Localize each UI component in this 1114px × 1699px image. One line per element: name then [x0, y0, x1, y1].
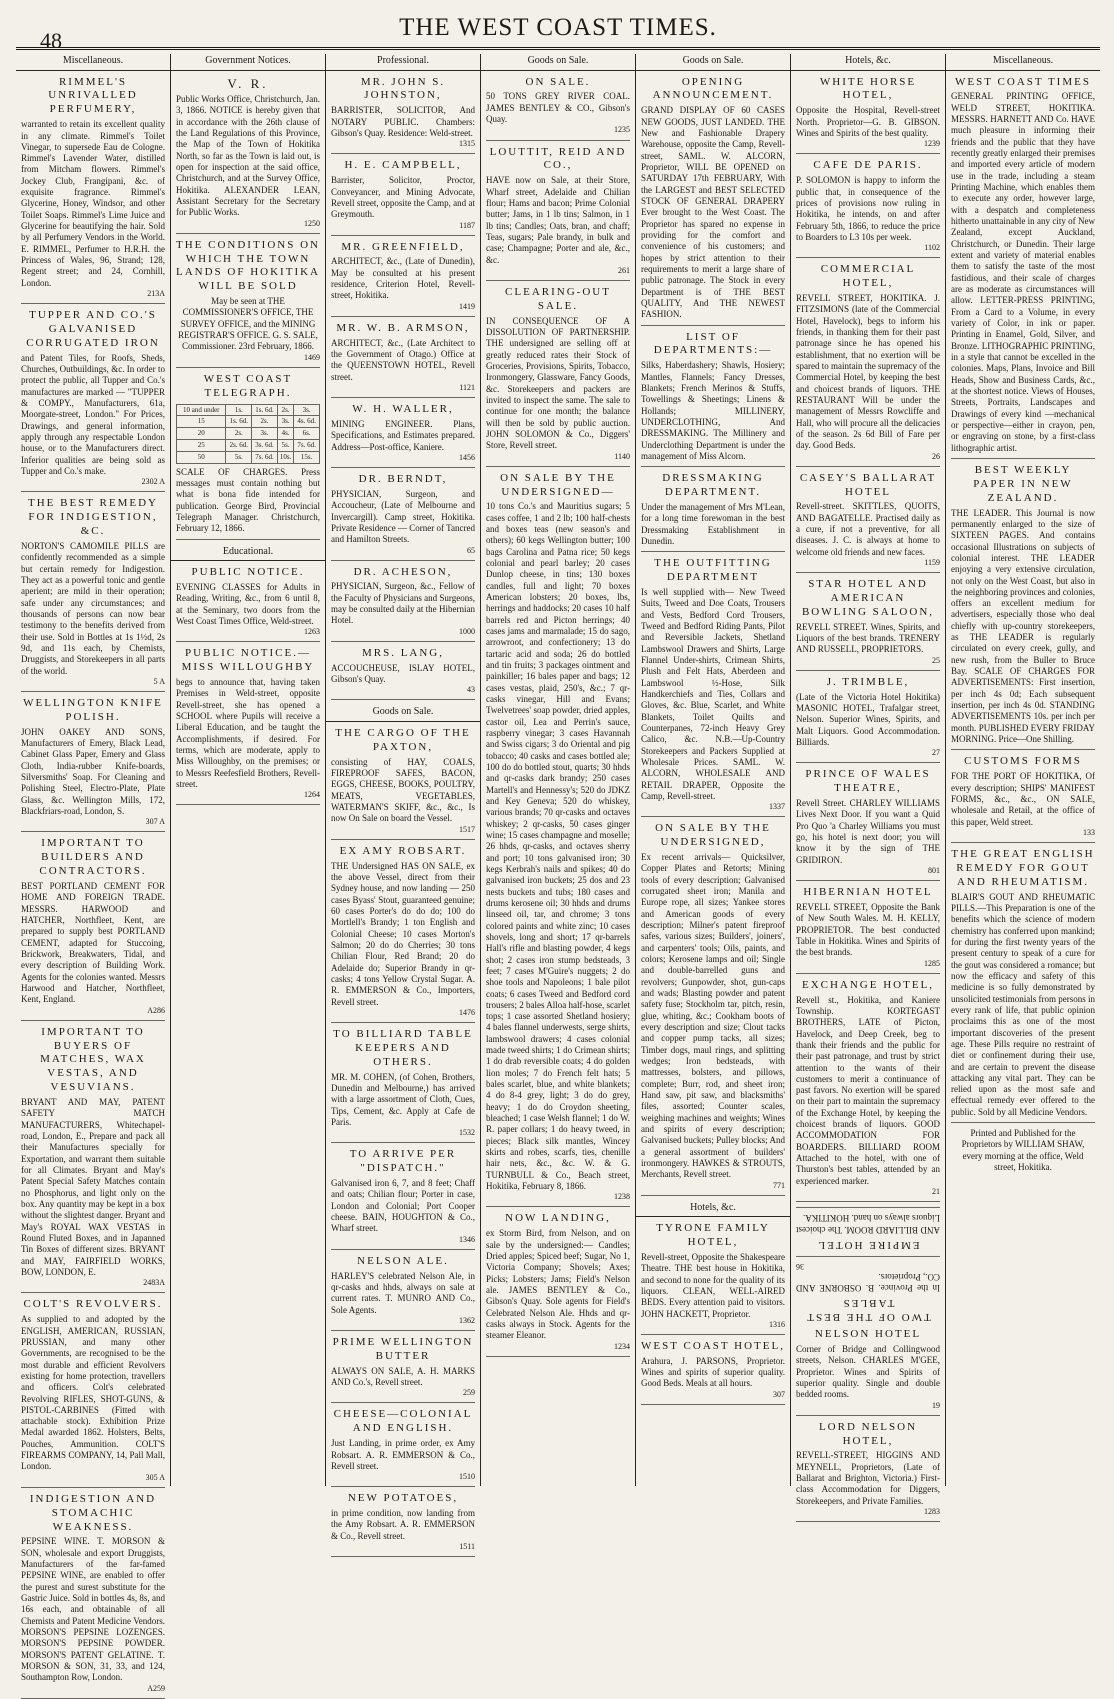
advert	[796, 578, 940, 671]
advert-ref: 307	[773, 1389, 785, 1399]
advert-heading: COLT'S REVOLVERS.	[23, 1298, 163, 1311]
advert-body: P. SOLOMON is happy to inform the public that, in consequence of the prices of provisions now ruling in Hokitika, he intends, on and after February 5th, 1866, to reduce the price to Boarders to L3 10s per week.	[796, 175, 940, 242]
advert-body: Revell-street, Opposite the Shakespeare Theatre. THE best house in Hokitika, and second to none for the quality of its liquors. CLEAN, WELL-AIRED BEDS. Every attention paid to visitors. JOHN HACKETT, Proprietor.	[641, 1251, 785, 1319]
advert-body: Revell st., Hokitika, and Kaniere Township. KORTEGAST BROTHERS, LATE of Picton, Havelock, and Deep Creek, beg to thank their friends and the public for their past patronage, and trust by strict attention to the wants of their customers to merit a continuance of past favors. No exertion will be spared on their part to maintain the supremacy of the Exchange Hotel, by keeping the choicest brands of liquors. GOOD ACCOMMODATION FOR BOARDERS. BILLIARD ROOM Attached to the hotel, with one of Thurston's best tables, attended by an experienced marker.	[796, 994, 940, 1186]
advert-heading: RIMMEL'S UNRIVALLED PERFUMERY,	[48, 75, 138, 116]
advert-body: REVELL-STREET, HIGGINS AND MEYNELL, Proprietors, (Late of Ballarat and Brighton, Victoria.) First-class Accommodation for Diggers, Storekeepers, and Private Families.	[796, 1450, 940, 1506]
advert-ref: 1187	[459, 220, 475, 230]
advert-heading: OPENING ANNOUNCEMENT.	[652, 75, 774, 102]
table-row	[177, 439, 320, 451]
advert-body: ALWAYS ON SALE, A. H. MARKS AND Co.'s, Revell street.	[331, 1365, 475, 1388]
advert-body: consisting of HAY, COALS, FIREPROOF SAFES, BACON, EGGS, CHEESE, BOOKS, POULTRY, MEATS, VEGETABLES, WATERMAN'S SKIFF, &c., &c., Is now On Sale on board the Vessel.	[331, 756, 475, 824]
advert-heading: PUBLIC NOTICE.—MISS WILLOUGHBY	[181, 647, 315, 674]
advert	[331, 1148, 475, 1249]
advert-heading: THE BEST REMEDY FOR INDIGESTION, &C.	[27, 497, 159, 538]
table-cell: 3s.	[252, 428, 278, 440]
table-cell: 4s. 6d.	[294, 416, 320, 428]
advert	[331, 1028, 475, 1143]
advert-heading: WEST COAST TIMES	[955, 75, 1091, 88]
advert-ref: 1264	[304, 790, 320, 800]
advert-body: warranted to retain its excellent quality in any climate. Rimmel's Toilet Vinegar, to supersede Eau de Cologne. Rimmel's Lavender Water, distilled from Mitcham flowers. Rimmel's Jockey Club, Frangipani, &c. of exquisite fragrance. Rimmel's Glycerine, Honey, Windsor, and other Toilet Soaps. Rimmel's Lime Juice and Glycerine for beautifying the hair. Sold by all Perfumery Vendors in the World. E. RIMMEL, Perfumer to H.R.H. the Princess of Wales, 96, Strand; 128, Regent street; and 24, Cornhill, London.	[21, 119, 165, 288]
advert-ref: 1121	[459, 383, 475, 393]
advert-heading: TWO OF THE BEST TABLES	[805, 1297, 931, 1324]
advert-ref: 1102	[924, 243, 940, 253]
advert-body: As supplied to and adopted by the ENGLISH, AMERICAN, RUSSIAN, PRUSSIAN, and many other Governments, are recognised to be the most durable and efficient Revolvers existing for home protection, travellers and officers. Colt's celebrated Revolving RIFLES, SHOT-GUNS, & PISTOL-CARBINES (Fitted with attachable stock). Exhibition Prize Medal awarded 1862. Holsters, Belts, Pouches, Ammunition. COLT'S FIREARMS COMPANY, 14, Pall Mall, London.	[21, 1314, 165, 1472]
advert-ref: 259	[463, 1388, 475, 1398]
advert	[641, 76, 785, 326]
advert-heading: WEST COAST HOTEL,	[641, 1339, 785, 1352]
advert-ref: 305 A	[145, 1472, 165, 1482]
table-cell: 10s.	[277, 451, 293, 463]
advert-body: BLAIR'S GOUT AND RHEUMATIC PILLS.—This Preparation is one of the benefits which the science of modern chemistry has conferred upon mankind; for during the first twenty years of the present century to speak of a cure for the gout was considered a romance; but now the efficacy and safety of this medicine is so fully demonstrated by unsolicited testimonials from persons in every rank of life, that public opinion proclaims this as one of the most important discoveries of the present age. These Pills require no restraint of diet or confinement during their use, and are certain to prevent the disease attacking any vital part. They can be relied upon as the most safe and effectual remedy ever offered to the public. Sold by all Medicine Vendors.	[951, 891, 1095, 1117]
table-cell: 1s.	[226, 404, 252, 416]
table-cell: 2s.	[226, 428, 252, 440]
advert-heading: NELSON ALE.	[357, 1254, 449, 1267]
advert-heading: TO ARRIVE PER "DISPATCH."	[349, 1148, 457, 1175]
advert	[486, 76, 630, 141]
advert	[331, 1492, 475, 1557]
advert	[796, 676, 940, 764]
advert-heading: MR. JOHN S. JOHNSTON,	[360, 75, 446, 102]
advert	[641, 1222, 785, 1335]
advert-heading: MR. GREENFIELD,	[341, 240, 465, 253]
advert-heading: WEST COAST TELEGRAPH.	[203, 372, 293, 399]
table-cell: 15s.	[294, 451, 320, 463]
advert-body: BEST PORTLAND CEMENT FOR HOME AND FOREIGN TRADE. MESSRS. HARWOOD and HATCHER, Northfleet, Kent, are prepared to supply best PORTLAND CEMENT, adapted for Stuccoing, Brickwork, Breakwaters, Tidal, and every description of Building Work. Agents for the colonies wanted. Messrs Harwood and Hatcher, Northfleet, Kent, England.	[21, 881, 165, 1005]
advert-ref: A286	[147, 1005, 165, 1015]
advert-body: Revell-street. SKITTLES, QUOITS, AND BAGATELLE. Practised daily as a cure, if not a preventive, for all diseases. J. C. is always at home to welcome old friends and new faces.	[796, 501, 940, 557]
table-cell: 5s.	[226, 451, 252, 463]
table-cell: 5s.	[277, 439, 293, 451]
column-3	[326, 54, 481, 1552]
advert-ref: 1159	[924, 558, 940, 568]
advert-body: GRAND DISPLAY OF 60 CASES NEW GOODS, JUST LANDED. THE New and Fashionable Drapery Warehouse, opposite the Camp, Revell-street, SAML. W. ALCORN, Proprietor, WILL BE OPENED on SATURDAY 17th FEBRUARY, With the LARGEST and BEST SELECTED STOCK OF GENERAL DRAPERY Ever brought to the West Coast. The Proprietor has spared no expense in providing for the comfort and convenience of his customers; and hopes by strict attention to their requirements to merit a large share of public patronage. The Stock in every Department is of THE BEST QUALITY, And THE NEWEST FASHION.	[641, 105, 785, 320]
advert-body: NORTON'S CAMOMILE PILLS are confidently recommended as a simple but certain remedy for Indigestion. They act as a powerful tonic and gentle aperient; are mild in their operation; safe under any circumstances; and thousands of persons can now bear testimony to the benefits derived from their use. Sold in Bottles at 1s 1½d, 2s 9d, and 11s each, by Chemists, Druggists, and Storekeepers in all parts of the world.	[21, 541, 165, 676]
advert	[796, 263, 940, 466]
advert-body: PEPSINE WINE. T. MORSON & SON, wholesale and export Druggists, Manufacturers of the far-famed PEPSINE WINE, are enabled to offer the purest and surest substitute for the Gastric Juice. Sold in bottles 4s, 8s, and 16s each, and obtainable of all Chemists and Patent Medicine Vendors. MORSON'S PEPSINE LOZENGES. MORSON'S PEPSINE POWDER. MORSON'S PATENT GELATINE. T. MORSON & SON, 31, 33, and 124, Southampton Row, London.	[21, 1536, 165, 1683]
advert-body: REVELL STREET. Wines, Spirits, and Liquors of the best brands. TRENERY AND RUSSELL, PROPRIETORS.	[796, 621, 940, 655]
advert-body: SCALE OF CHARGES. Press messages must contain nothing but what is bona fide intended for publication. George Bird, Provincial Telegraph Manager. Christchurch, February 12, 1866.	[176, 466, 320, 534]
advert	[21, 1298, 165, 1488]
advert-ref: 36	[796, 1261, 804, 1271]
advert	[331, 403, 475, 468]
advert-ref: 5 A	[153, 676, 165, 686]
column-heading: Miscellaneous.	[946, 54, 1100, 71]
column-6	[791, 54, 946, 1517]
advert-body: and Patent Tiles, for Roofs, Sheds, Churches, Outbuildings, &c. In order to protect the public, all Tupper and Co.'s manufactures are marked — "TUPPER & COMPY., Manufacturers, 61a, Moorgate-street, London." For Prices, Drawings, and general information, apply through any respectable London house, or to the Manufacturers direct. Inferior qualities are being sold as Tupper and Co.'s make.	[21, 352, 165, 477]
advert-heading: BEST WEEKLY PAPER IN NEW ZEALAND.	[973, 463, 1073, 504]
advert-heading: MRS. LANG,	[361, 646, 445, 659]
table-row	[177, 428, 320, 440]
advert-ref: 1239	[924, 139, 940, 149]
table-cell: 6s.	[294, 428, 320, 440]
section-heading: Educational.	[171, 545, 325, 562]
advert	[641, 822, 785, 1195]
advert-body: GENERAL PRINTING OFFICE, WELD STREET, HOKITIKA. MESSRS. HARNETT AND Co. HAVE much pleasure in informing their friends and the public that they have recently greatly enlarged their premises and imported every article of modern use in the trade, including a steam Printing Machine, which enables them to execute any order, however large, with a despatch and completeness hitherto unattainable in any city of New Zealand, except Auckland, Christchurch, or Dunedin. Their large extent and variety of material enables them to satisfy the taste of the most fastidious, and their scale of charges are as moderate as circumstances will allow. LETTER-PRESS PRINTING, From a Card to a Volume, in every variety of Color, in ink or paper. Printing in Enamel, Gold, Silver, and Bronze. LITHOGRAPHIC PRINTING, in a style that cannot be excelled in the colonies. Maps, Plans, Invoice and Bill Heads, Show and Business Cards, &c., at the shortest notice. Views of Houses, Streets, Portraits, Landscapes and Drawings of every kind —mechanical or perspective—either in crayon, pen, or engraving on stone, by a first-class lithographic artist.	[951, 91, 1095, 453]
columns	[16, 54, 1100, 1693]
advert-heading: CUSTOMS FORMS	[964, 755, 1082, 768]
advert-body: (Late of the Victoria Hotel Hokitika) MASONIC HOTEL, Trafalgar street, Nelson. Superior Wines, Spirits, and Malt Liquors. Good Accommodation. Billiards.	[796, 691, 940, 747]
advert-ref: 1235	[614, 125, 630, 135]
advert	[21, 837, 165, 1020]
advert-ref: 1419	[459, 301, 475, 311]
advert-ref: 1283	[924, 1507, 940, 1517]
advert-heading: NELSON HOTEL	[814, 1328, 922, 1341]
section-heading: Goods on Sale.	[326, 705, 480, 722]
advert-heading: J. TRIMBLE,	[826, 675, 910, 688]
advert	[21, 309, 165, 492]
advert-ref: A259	[147, 1683, 165, 1693]
advert	[331, 647, 475, 701]
advert	[331, 322, 475, 398]
advert	[951, 848, 1095, 1123]
advert-body: Public Works Office, Christchurch, Jan. 3, 1866. NOTICE is hereby given that in accordance with the 26th clause of the Land Regulations of this Province, the Map of the Town of Hokitika North, so far as the Town is laid out, is open for inspection at the said office, Christchurch, and at the Survey Office, Hokitika. ALEXANDER LEAN, Assistant Secretary for the Secretary for Public Works.	[176, 93, 320, 218]
column-5	[636, 54, 791, 1486]
advert	[21, 497, 165, 692]
advert-ref: 1263	[304, 627, 320, 637]
advert-heading: LORD NELSON HOTEL,	[818, 1420, 918, 1447]
advert-body: 10 tons Co.'s and Mauritius sugars; 5 cases coffee, 1 and 2 lb; 100 half-chests and boxes teas (new season's and others); 60 kegs Wellington butter; 100 bags Carolina and Patna rice; 50 kegs colonial and pearl barley; 20 cases Dunlop cheese, in tins; 130 boxes candles, full and light; 70 boxes American lobsters; 20 boxes, lbs, herrings and haddocks; 20 cases 10 half barrels red and Picton herrings; 40 cases jams and marmalade; 15 do sago, arrowroot, and confectionery; 13 do tartaric acid and soda; 26 do bottled and tin fruits; 3 packages ointment and painkiller; 16 bales paper and bags; 12 cases vestas, plaid, 250's, &c.; 7 qr-casks vinegar, Hill and Evans; Twelvetrees' soap powder, dried apples, castor oil, Lea and Perrin's sauce, raspberry vinegar; 3 cases Havannah and Swiss cigars; 3 do Oriental and pig tobacco; 40 casks and cases bottled ale; 100 do do bottled stout, quarts; 30 hhds and qr-casks dark brandy; 250 cases Martell's and Hennessy's; 520 do JDKZ and Key Geneva; 520 do whiskey, various brands; 70 qr-casks and octaves whiskey; 2 qr-casks, 50 cases ginger wine; 15 cases champagne and moselle; 26 hhds, qr-casks, and octaves sherry and port; 10 tons galvanised iron; 30 kegs Kerbrah's nails and spikes; 40 do galvanised iron buckets; 25 dos and 23 nests buckets and tubs; 180 cases and drums kerosene oil; 30 hhds and drums linseed oil, tar, and chrome; 3 tons colored paints and white zinc; 10 cases shovels, long and short; 17 qr-barrels Hall's rifle and blasting powder, 4 kegs shot; 2 cases iron stump bedsteads, 3 feet; 7 cases M'Guire's nuggets; 2 do shoe tools and Napoleons; 1 bale pilot coats; 6 cases Tweed and Bedford cord trousers; 2 bales Alloa half-hose, scarlet tops; 1 case assorted Shetland hosiery; 4 bales flannel underwests, serge shirts, lambswool drawers; 4 cases colonial made tweed shirts; 1 do Crimean shirts; 1 do drab reversible coats; 4 do golden lion moles; 7 do French felt hats; 5 bales scarlet, blue, and white blankets; 4 do 8-4 grey, light; 3 do do grey, heavy; 1 do do Croydon sheeting, bleached; 1 case Welsh flannel; 1 do W. R. paper collars; 1 do heavy tweed, in pieces; Black silk mantles, Wincey skirts and robes, scarfs, ties, chenille hair nets, &c., &c. W. & G. TURNBULL & Co., Beach street, Hokitika, February 8, 1866.	[486, 501, 630, 1192]
advert	[796, 1256, 940, 1323]
column-heading: Government Notices.	[171, 54, 325, 71]
advert	[641, 331, 785, 468]
advert-body: Revell Street. CHARLEY WILLIAMS Lives Next Door. If you want a Quid Pro Quo 'a Charley Williams you must go, his hotel is next door; you will know it by the sign of THE GRIDIRON.	[796, 798, 940, 865]
section-heading: Hotels, &c.	[636, 1201, 790, 1218]
advert	[641, 1340, 785, 1405]
advert	[331, 241, 475, 317]
advert	[21, 1493, 165, 1699]
table-cell: 10 and under	[177, 404, 226, 416]
advert-body: MINING ENGINEER. Plans, Specifications, and Estimates prepared. Address—Post-office, Kaniere.	[331, 418, 475, 452]
advert-ref: 133	[1083, 827, 1095, 837]
table-cell: 2s.	[277, 404, 293, 416]
advert-body: REVELL STREET, Opposite the Bank of New South Wales. M. H. KELLY, PROPRIETOR. The best conducted Table in Hokitika. Wines and Spirits of the best brands.	[796, 901, 940, 958]
advert-ref: 1316	[769, 1319, 785, 1329]
advert	[796, 472, 940, 573]
advert-heading: TYRONE FAMILY HOTEL,	[656, 1222, 770, 1249]
advert-ref: 1234	[614, 1341, 630, 1351]
advert	[486, 286, 630, 467]
imprint: Printed and Published for the Proprietors by WILLIAM SHAW, every morning at the office, Weld street, Hokitika.	[961, 1128, 1085, 1173]
advert	[331, 845, 475, 1023]
advert-ref: 1285	[924, 958, 940, 968]
advert-ref: 1250	[304, 218, 320, 228]
advert	[21, 76, 165, 305]
advert-body: FOR THE PORT OF HOKITIKA, Of every description; SHIPS' MANIFEST FORMS, &c., &c., ON SALE, wholesale and Retail, at the office of this paper, Weld street.	[951, 771, 1095, 827]
advert-body: PHYSICIAN, Surgeon, and Accoucheur, (Late of Melbourne and Invercargill). Camp street, Hokitika. Private Residence — Corner of Tancred and Hamilton Streets.	[331, 488, 475, 545]
advert-body: BRYANT AND MAY, PATENT SAFETY MATCH MANUFACTURERS, Whitechapel-road, London, E., Prepare and pack all their Manufactures specially for Exportation, and warrant them suitable for all Climates. Bryant and May's Patent Special Safety Matches contain no Phosphorus, and light only on the box. Any quantity may be kept in a box without the slightest danger. Bryant and May's ROYAL WAX VESTAS in Round Fluted Boxes, and in Japanned Tin Boxes of different sizes. BRYANT and MAY, FAIRFIELD WORKS, BOW, LONDON, E.	[21, 1097, 165, 1277]
advert-heading: ON SALE BY THE UNDERSIGNED,	[655, 822, 771, 849]
advert-ref: 1362	[459, 1315, 475, 1325]
advert-heading: PRINCE OF WALES THEATRE,	[805, 768, 931, 795]
table-cell: 15	[177, 416, 226, 428]
advert	[331, 159, 475, 235]
table-cell: 3s.	[294, 404, 320, 416]
advert-body: ARCHITECT, &c., (Late of Dunedin), May be consulted at his present residence, Criterion Hotel, Revell-street, Hokitika.	[331, 256, 475, 301]
advert-ref: 1238	[614, 1192, 630, 1202]
advert	[796, 886, 940, 974]
table-cell: 3s.	[277, 416, 293, 428]
advert-ref: 261	[618, 265, 630, 275]
advert-body: PHYSICIAN, Surgeon, &c., Fellow of the Faculty of Physicians and Surgeons, may be consulted daily at the Hibernian Hotel.	[331, 581, 475, 626]
advert-ref: 1315	[459, 139, 475, 149]
advert-body: in prime condition, now landing from the Amy Robsart. A. R. EMMERSON & Co., Revell street.	[331, 1508, 475, 1541]
advert-ref: 65	[467, 545, 475, 555]
advert-body: THE LEADER. This Journal is now permanently enlarged to the size of SIXTEEN PAGES. And contains occasional Illustrations on subjects of colonial interest. THE LEADER enjoying a very extensive circulation, not only on the West Coast, but also in the neighboring provinces and colonies, offers an excellent medium for advertisers, especially those who deal chiefly with up-country storekeepers, as THE LEADER is regularly circulated on every creek, gully, and new rush, from the Buller to Bruce Bay. SCALE OF CHARGES FOR ADVERTISEMENTS: First insertion, per inch 4s 0d; Each subsequent insertion, per inch 4s 0d. STANDING ADVERTISEMENTS 10s. per inch per month. PUBLISHED EVERY FRIDAY MORNING. Price—One Shilling.	[951, 507, 1095, 745]
table-cell: 4s.	[277, 428, 293, 440]
advert-heading: IMPORTANT TO BUILDERS AND CONTRACTORS.	[39, 837, 147, 878]
advert-body: HARLEY'S celebrated Nelson Ale, in qr-casks and hhds, always on sale at current rates. T. MUNRO AND Co., Sole Agents.	[331, 1270, 475, 1315]
advert-body: REVELL STREET, HOKITIKA. J. FITZSIMONS (late of the Commercial Hotel, Havelock), begs to inform his friends, in thanking them for their past patronage since he has opened his establishment, that no exertion will be spared to maintain the supremacy of the Commercial Hotel, by keeping the best and choicest brands of liquors. THE RESTAURANT Will be under the management of Messrs Rowcliffe and Hall, who will procure all the delicacies of the season. 2s 6d Bill of Fare per day. Good Beds.	[796, 293, 940, 451]
column-heading: Goods on Sale.	[636, 54, 790, 71]
advert	[176, 76, 320, 234]
advert-ref: 21	[932, 1187, 940, 1197]
advert-heading: CAFE DE PARIS.	[813, 159, 923, 172]
advert-ref: 801	[928, 866, 940, 876]
advert-heading: IMPORTANT TO BUYERS OF MATCHES, WAX VESTAS, AND VESUVIANS.	[40, 1025, 146, 1094]
page-number: 48	[40, 28, 62, 53]
advert-ref: 771	[773, 1180, 785, 1190]
advert-ref: 307 A	[145, 817, 165, 827]
advert-body: IN CONSEQUENCE OF A DISSOLUTION OF PARTNERSHIP. THE undersigned are selling off at greatly reduced rates their Stock of Groceries, Provisions, Spirits, Tobacco, Ironmongery, Glassware, Fancy Goods, &c. Storekeepers and packers are invited to inspect the same. The sale to continue for one month; the balance will then be sold by public auction. JOHN SOLOMON & Co., Diggers' Store, Revell street.	[486, 315, 630, 451]
table-cell: 1s. 6d.	[226, 416, 252, 428]
advert	[176, 647, 320, 805]
advert-body: EVENING CLASSES for Adults in Reading, Writing, &c., from 6 until 8, at the Seminary, two doors from the West Coast Times Office, Weld-street.	[176, 582, 320, 626]
advert-heading: DR. ACHESON,	[353, 565, 453, 578]
advert-heading: CHEESE—COLONIAL AND ENGLISH.	[333, 1408, 473, 1435]
advert-heading: INDIGESTION AND STOMACHIC WEAKNESS.	[29, 1492, 157, 1533]
advert-heading: TUPPER AND CO.'S GALVANISED CORRUGATED IRON	[26, 309, 160, 349]
advert-body: Ex recent arrivals— Quicksilver, Copper Plates and Retorts; Mining tools of every description; Galvanised corrugated sheet iron; Manila and Europe rope, all sizes; Yankee stores and American goods of every description; Milner's patent fireproof safes, various sizes; Builders', joiners', and carpenters' tools; Oils, paints, and colors; Kerosene lamps and oil; Single and double-barrelled guns and revolvers; Gunpowder, shot, gun-caps and wads; Blasting powder and patent safety fuse; Stockholm tar, pitch, resin, glue, whiting, &c.; Cookham boots of every description and size; Clout tacks and copper pump tacks, all sizes; Timber dogs, maul rings, and splitting wedges; Iron bedsteads, with mattresses, bolsters, and pillows, complete; Burr, rod, and sheet iron; Hand saw, pit saw, and blacksmiths' files, assorted; Counter scales, weighing machines and weights; Wines and spirits of every description; Galvanised buckets; Pulley blocks; And a general assortment of builders' ironmongery. HAWKES & STROUTS, Merchants, Revell street.	[641, 852, 785, 1180]
advert-heading: DR. BERNDT,	[358, 473, 448, 486]
table-cell: 3s. 6d.	[252, 439, 278, 451]
table-cell: 25	[177, 439, 226, 451]
advert-ref: 43	[467, 685, 475, 695]
advert	[641, 557, 785, 817]
advert-ref: 27	[932, 748, 940, 758]
advert	[486, 146, 630, 281]
advert-body: Galvanised iron 6, 7, and 8 feet; Chaff and oats; Chilian flour; Porter in case, London and Colonial; Port Cooper cheese. BAIN, HOUGHTON & Co., Wharf street.	[331, 1178, 475, 1234]
advert-heading: WELLINGTON KNIFE POLISH.	[23, 697, 163, 723]
advert-body: Barrister, Solicitor, Proctor, Conveyancer, and Mining Advocate, Revell street, opposite the Camp, and at Greymouth.	[331, 175, 475, 220]
advert-ref: 1511	[459, 1542, 475, 1552]
advert-body: In the Province. B. OSBORNE AND CO., Proprietors.	[796, 1272, 940, 1294]
column-4	[481, 54, 636, 1486]
advert-body: Just Landing, in prime order, ex Amy Robsart. A. R. EMMERSON & Co., Revell street.	[331, 1438, 475, 1471]
column-7	[946, 54, 1100, 1486]
advert-heading: THE CONDITIONS ON WHICH THE TOWN LANDS OF HOKITIKA WILL BE SOLD	[176, 238, 320, 293]
table-row	[177, 404, 320, 416]
advert	[796, 768, 940, 881]
advert-ref: 19	[932, 1400, 940, 1410]
advert-heading: EX AMY ROBSART.	[339, 844, 467, 857]
table-cell: 2s.	[252, 416, 278, 428]
advert-ref: 1517	[459, 824, 475, 834]
advert-heading: W. H. WALLER,	[352, 403, 454, 416]
advert-heading: WHITE HORSE HOTEL,	[819, 75, 917, 102]
advert	[951, 464, 1095, 750]
advert	[796, 1421, 940, 1522]
advert-body: MR. M. COHEN, (of Cohen, Brothers, Dunedin and Melbourne,) has arrived with a large assortment of Cloth, Cues, Tips, Cement, &c. Apply at Cafe de Paris.	[331, 1071, 475, 1127]
table-cell: 20	[177, 428, 226, 440]
advert	[331, 1408, 475, 1487]
advert-heading: STAR HOTEL AND AMERICAN BOWLING SALOON,	[801, 578, 935, 618]
advert-heading: EMPIRE HOTEL	[816, 1238, 920, 1251]
advert-body: JOHN OAKEY AND SONS, Manufacturers of Emery, Black Lead, Cabinet Glass Paper, Emery and Glass Cloth, India-rubber Knife-boards, Silversmiths' Soap. For Cleaning and Polishing Steel, Electro-Plate, Plate Glass, &c. Wellington Mills, 172, Blackfriars-road, London, S.	[21, 726, 165, 817]
advert-heading: ON SALE BY THE UNDERSIGNED—	[500, 471, 616, 498]
advert-body: Is well supplied with— New Tweed Suits, Tweed and Doe Coats, Trousers and Vests, Bedford Cord Trousers, Tweed and Bedford Riding Pants, Pilot and Reversible Jackets, Shetland Lambswool Drawers and Shirts, Large Flannel Under-shirts, Crimean Shirts, Plush and Felt Hats, Aberdeen and Lambswool ½-Hose, Silk Handkerchiefs and Ties, Collars and Gloves, &c. Blue, Scarlet, and White Blankets, Toilet Quilts and Counterpanes, 72-inch Heavy Grey Calico, &c. N.B.—Up-Country Storekeepers and Packers Supplied at Wholesale Prices. SAML. W. ALCORN, WHOLESALE AND RETAIL DRAPER, Opposite the Camp, Revell-street.	[641, 586, 785, 801]
advert	[486, 1212, 630, 1356]
advert-body: HAVE now on Sale, at their Store, Wharf street, Adelaide and Chilian flour; Hams and bacon; Prime Colonial butter; Jams, in 1 lb tins; Salmon, in 1 lb tins; Candles; Oats, bran, and chaff; Teas, sugars; Pale brandy, in bulk and case; Champagne; Porter and ale, &c., &c.	[486, 175, 630, 265]
advert	[331, 76, 475, 155]
newspaper-title: THE WEST COAST TIMES.	[399, 14, 717, 41]
column-heading: Hotels, &c.	[791, 54, 945, 71]
advert-heading: NEW POTATOES,	[347, 1492, 459, 1505]
advert-heading: COMMERCIAL HOTEL,	[820, 263, 916, 290]
advert-body: ACCOUCHEUSE, ISLAY HOTEL, Gibson's Quay.	[331, 662, 475, 685]
advert-telegraph	[176, 373, 320, 540]
advert-ref: 1532	[459, 1128, 475, 1138]
advert	[331, 1255, 475, 1331]
column-heading: Goods on Sale.	[481, 54, 635, 71]
masthead	[16, 10, 1100, 53]
advert-heading: ON SALE.	[525, 75, 591, 88]
advert-ref: 1346	[459, 1234, 475, 1244]
advert	[796, 1328, 940, 1416]
advert-body: BARRISTER, SOLICITOR, And NOTARY PUBLIC. Chambers: Gibson's Quay. Residence: Weld-street.	[331, 105, 475, 138]
advert	[176, 239, 320, 368]
advert-body: Opposite the Hospital, Revell-street North. Proprietor—G. B. GIBSON. Wines and Spirits of the best quality.	[796, 105, 940, 138]
advert	[331, 566, 475, 642]
advert-heading: THE CARGO OF THE PAXTON,	[335, 727, 471, 753]
table-cell: 2s. 6d.	[226, 439, 252, 451]
table-row	[177, 451, 320, 463]
advert-body: AND BILLIARD ROOM. The choicest Liquors always on hand. HOKITIKA.	[796, 1213, 940, 1235]
advert-ref: 2302 A	[141, 477, 165, 487]
advert-ref: 25	[932, 655, 940, 665]
advert-heading: THE OUTFITTING DEPARTMENT	[654, 557, 772, 584]
column-2	[171, 54, 326, 1486]
advert-body: begs to announce that, having taken Premises in Weld-street, opposite Revell-street, she has opened a SCHOOL where Pupils will receive a Liberal Education, and be taught the Accomplishments, if desired. For terms, which are moderate, apply to Miss Willoughby, on the premises; or to Messrs Reefesfield Brothers, Revell-street.	[176, 677, 320, 790]
table-cell: 7s. 6d.	[294, 439, 320, 451]
advert-heading: H. E. CAMPBELL,	[344, 159, 462, 172]
advert-heading: PUBLIC NOTICE.	[191, 566, 305, 579]
advert-heading: HIBERNIAN HOTEL	[803, 886, 933, 899]
advert	[796, 1207, 940, 1251]
table-cell: 1s. 6d.	[252, 404, 278, 416]
advert-body: ARCHITECT, &c., (Late Architect to the Government of Otago.) Office at the QUEENSTOWN HOTEL, Revell street.	[331, 337, 475, 382]
advert	[796, 159, 940, 258]
advert	[951, 755, 1095, 843]
advert-body: May be seen at THE COMMISSIONER'S OFFICE, THE SURVEY OFFICE, and the MINING REGISTRAR'S OFFICE. G. S. SALE, Commissioner. 23rd February, 1866.	[178, 296, 318, 352]
advert	[951, 76, 1095, 459]
advert	[21, 697, 165, 832]
advert-heading: THE GREAT ENGLISH REMEDY FOR GOUT AND RHEUMATISM.	[951, 848, 1095, 888]
advert-heading: PRIME WELLINGTON BUTTER	[332, 1336, 474, 1362]
advert-heading: EXCHANGE HOTEL,	[801, 978, 935, 991]
advert	[176, 566, 320, 642]
advert-heading: NOW LANDING,	[505, 1212, 611, 1225]
telegraph-charges-table	[176, 404, 320, 464]
table-row	[177, 416, 320, 428]
advert-heading: LOUTTIT, REID AND CO.,	[489, 145, 627, 172]
advert-body: Silks, Haberdashery; Shawls, Hosiery; Mantles, Flannels; Fancy Dresses, Blankets; French Merinos & Stuffs, Towellings & Sheetings; Linens & Hollands; MILLINERY, UNDERCLOTHING, And DRESSMAKING. The Millinery and Underclothing Department is under the management of Miss Alcorn.	[641, 360, 785, 461]
advert-body: Corner of Bridge and Collingwood streets, Nelson. CHARLES M'GEE, Proprietor. Wines and Spirits of superior quality. Single and double bedded rooms.	[796, 1344, 940, 1400]
advert-ref: 1456	[459, 452, 475, 462]
advert-body: 50 TONS GREY RIVER COAL. JAMES BENTLEY & CO., Gibson's Quay.	[486, 91, 630, 125]
advert-ref: 213A	[147, 289, 165, 299]
column-heading: Miscellaneous.	[16, 54, 170, 71]
advert	[796, 76, 940, 155]
advert-body: ex Storm Bird, from Nelson, and on sale by the undersigned:— Candles; Dried apples; Spiced beef; Sugar, No 1, Victoria Company; Shovels; Axes; Picks; Lobsters; Jams; Field's Nelson ale. JAMES BENTLEY & Co., Gibson's Quay. Sole agents for Field's Celebrated Nelson Ale. Hhds and qr-casks always in Stock. Agents for the steamer Eleanor.	[486, 1228, 630, 1341]
advert-heading: CASEY'S BALLARAT HOTEL	[799, 471, 937, 498]
advert-heading: V. R.	[227, 75, 269, 91]
column-heading: Professional.	[326, 54, 480, 71]
advert-ref: 1337	[769, 802, 785, 812]
advert	[641, 472, 785, 552]
advert	[331, 727, 475, 840]
advert	[796, 979, 940, 1203]
advert-ref: 1140	[614, 451, 630, 461]
advert-ref: 1000	[459, 626, 475, 636]
column-1	[16, 54, 171, 1693]
advert-ref: 1510	[459, 1472, 475, 1482]
upside-down-adverts	[796, 1207, 940, 1323]
advert	[331, 1336, 475, 1403]
advert-ref: 26	[932, 451, 940, 461]
advert-body: Arahura, J. PARSONS, Proprietor. Wines and spirits of superior quality. Good Beds. Meals at all hours.	[641, 1355, 785, 1389]
advert-heading: TO BILLIARD TABLE KEEPERS AND OTHERS.	[333, 1028, 473, 1068]
table-cell: 50	[177, 451, 226, 463]
advert-ref: 2483A	[143, 1278, 165, 1288]
advert	[486, 472, 630, 1208]
advert	[21, 1026, 165, 1294]
advert-heading: DRESSMAKING DEPARTMENT.	[662, 472, 764, 499]
advert-heading: MR. W. B. ARMSON,	[336, 321, 470, 334]
advert-ref: 1476	[459, 1007, 475, 1017]
advert-body: Under the management of Mrs M'Lean, for a long time forewoman in the best Dressmaking Establishment in Dunedin.	[641, 501, 785, 546]
advert-body: THE Undersigned HAS ON SALE, ex the above Vessel, direct from their Sydney house, and now landing — 250 cases Byass' Stout, guaranteed genuine; 60 cases Porter's do do do; 100 do Mortlell's Brandy; 1 ton English and Colonial Cheese; 10 cases Morton's Salmon; 20 do do Cherries; 30 tons Chilian Flour, Red Brand; 20 do Adelaide do; Superior Brandy in qr-casks; 4 tons Yellow Crystal Sugar. A. R. EMMERSON & Co., Importers, Revell street.	[331, 860, 475, 1007]
advert-heading: LIST OF DEPARTMENTS:—	[653, 330, 773, 357]
advert-heading: CLEARING-OUT SALE.	[505, 285, 611, 312]
advert	[331, 473, 475, 561]
table-cell: 7s. 6d.	[252, 451, 278, 463]
advert-ref: 1469	[304, 352, 320, 362]
